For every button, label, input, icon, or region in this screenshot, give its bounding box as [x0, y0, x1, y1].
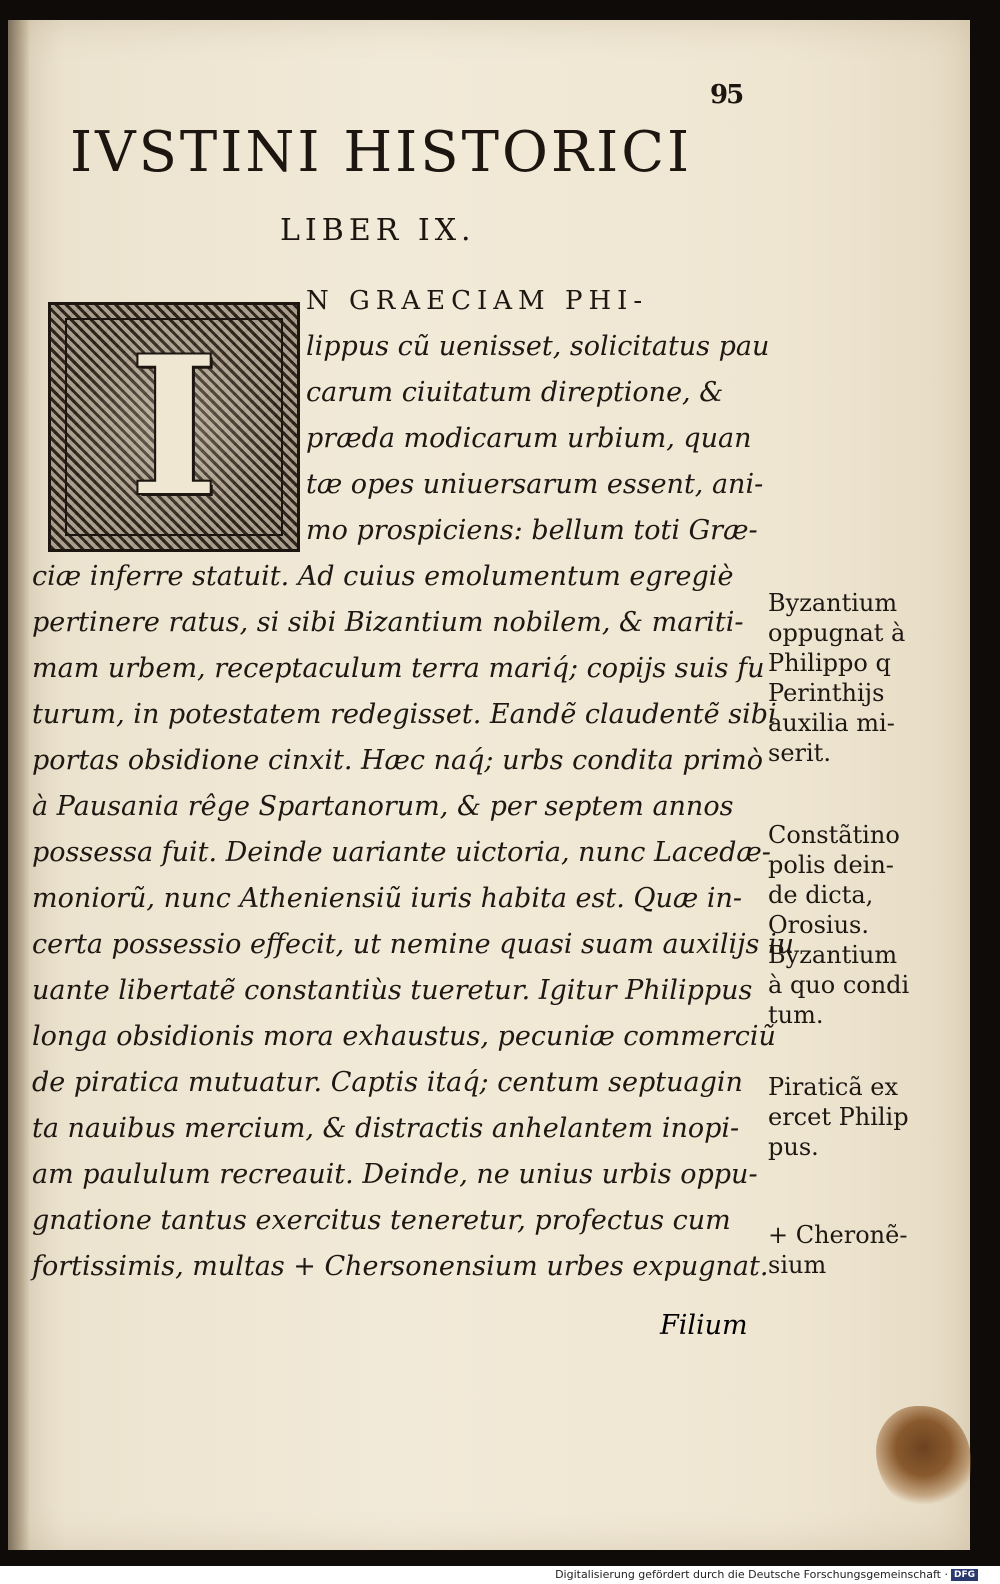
- body-text: [8, 20, 970, 1550]
- margin-note-cheronesium: + Cheronẽ- sium: [768, 1221, 908, 1279]
- dfg-logo: DFG: [951, 1569, 978, 1581]
- body-line: uante libertatẽ constantiùs tueretur. Igitur Philippus: [32, 975, 753, 1006]
- body-line: moniorũ, nunc Atheniensiũ iuris habita est. Quæ in-: [32, 883, 742, 914]
- book-subtitle: LIBER IX.: [280, 213, 476, 248]
- margin-note-byzantium: Byzantium oppugnat à Philippo q Perinthijs auxilia mi- serit.: [768, 589, 906, 767]
- body-line: carum ciuitatum direptione, &: [306, 377, 724, 408]
- page-title: IVSTINI HISTORICI: [70, 120, 693, 185]
- body-line: longa obsidionis mora exhaustus, pecuniæ commerciũ: [32, 1021, 776, 1052]
- body-line: portas obsidione cinxit. Hæc naq́; urbs condita primò: [32, 745, 764, 776]
- body-line: præda modicarum urbium, quan: [306, 423, 752, 454]
- body-line: mo prospiciens: bellum toti Græ-: [306, 515, 758, 546]
- footer-text: Digitalisierung gefördert durch die Deutsche Forschungsgemeinschaft ·: [555, 1568, 948, 1581]
- margin-note-constantinopolis: Constãtino polis dein- de dicta, Orosius. Byzantium à quo condi tum.: [768, 821, 910, 1029]
- body-line: fortissimis, multas + Chersonensium urbes expugnat.: [32, 1251, 769, 1282]
- page-number: 95: [710, 80, 743, 110]
- body-line: à Pausania rêge Spartanorum, & per septem annos: [32, 791, 734, 822]
- digitization-footer: [555, 1568, 978, 1581]
- body-line: de piratica mutuatur. Captis itaq́; centum septuagin: [32, 1067, 743, 1098]
- body-line: mam urbem, receptaculum terra mariq́; copijs suis fu: [32, 653, 765, 684]
- catchword: Filium: [660, 1310, 748, 1341]
- book-page: [8, 20, 970, 1550]
- body-line: certa possessio effecit, ut nemine quasi suam auxilijs iu: [32, 929, 795, 960]
- body-line: ta nauibus mercium, & distractis anhelantem inopi-: [32, 1113, 740, 1144]
- body-line: pertinere ratus, si sibi Bizantium nobilem, & mariti-: [32, 607, 744, 638]
- body-line: possessa fuit. Deinde uariante uictoria, nunc Lacedæ-: [32, 837, 771, 868]
- body-line: turum, in potestatem redegisset. Eandẽ claudentẽ sibi: [32, 699, 777, 730]
- margin-note-piratica: Piraticã ex ercet Philip pus.: [768, 1073, 909, 1161]
- body-line: N GRAECIAM PHI-: [306, 286, 649, 316]
- initial-letter: I: [129, 315, 219, 538]
- body-line: ciæ inferre statuit. Ad cuius emolumentum egregiè: [32, 561, 734, 592]
- body-line: am paululum recreauit. Deinde, ne unius urbis oppu-: [32, 1159, 758, 1190]
- body-line: tæ opes uniuersarum essent, ani-: [306, 469, 764, 500]
- body-line: lippus cũ uenisset, solicitatus pau: [306, 331, 770, 362]
- body-line: gnatione tantus exercitus teneretur, profectus cum: [32, 1205, 731, 1236]
